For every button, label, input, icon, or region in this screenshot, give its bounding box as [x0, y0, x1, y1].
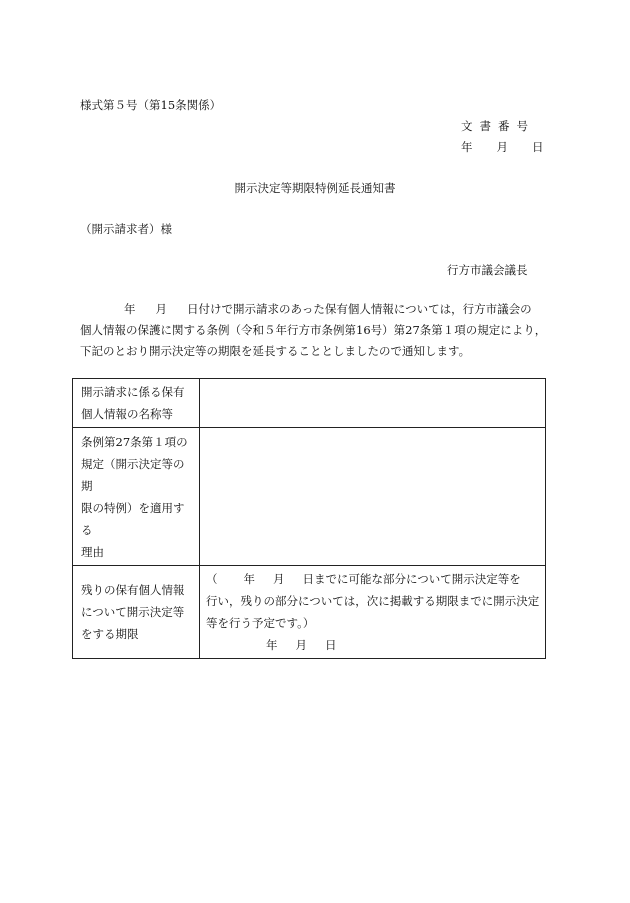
sender: 行方市議会議長: [447, 263, 528, 277]
body-paragraph: [80, 299, 550, 362]
form-number: 様式第５号（第15条関係）: [80, 98, 222, 112]
body-line-1: [80, 299, 550, 320]
deadline-line-3: 等を行う予定です。）: [206, 616, 315, 630]
addressee: （開示請求者）様: [80, 222, 172, 236]
row1-label: [73, 379, 200, 428]
row3-value-cell: [200, 566, 546, 659]
row2-label: [73, 428, 200, 566]
row3-label-line2: について開示決定等: [81, 605, 185, 619]
table-row: [73, 379, 546, 428]
row2-value-cell: [200, 428, 546, 566]
date-day: 日: [532, 140, 544, 154]
deadline-line-2: 行い，残りの部分については，次に掲載する期限までに開示決定: [206, 594, 540, 608]
document-title: 開示決定等期限特例延長通知書: [234, 181, 396, 195]
row2-label-line2: 規定（開示決定等の期: [81, 457, 185, 493]
body-line-2: 個人情報の保護に関する条例（令和５年行方市条例第16号）第27条第１項の規定により，: [80, 323, 547, 337]
date-month: 月: [496, 140, 508, 154]
body-line-1-text: 日付けで開示請求のあった保有個人情報については，行方市議会の: [187, 302, 532, 316]
body-year: 年: [124, 302, 136, 316]
deadline-date-day: 日: [325, 638, 337, 652]
body-month: 月: [155, 302, 167, 316]
deadline-date-year: 年: [266, 638, 278, 652]
deadline-year: 年: [243, 572, 255, 586]
row3-label-line1: 残りの保有個人情報: [81, 583, 185, 597]
deadline-date-month: 月: [295, 638, 307, 652]
body-line-3: 下記のとおり開示決定等の期限を延長することとしましたので通知します。: [80, 344, 471, 358]
row3-label: [73, 566, 200, 659]
document-number-label: 文書番号: [461, 119, 535, 133]
notice-table: [72, 378, 546, 659]
deadline-date: [206, 634, 539, 656]
row1-label-line2: 個人情報の名称等: [81, 407, 173, 421]
document-date: [461, 139, 544, 155]
row1-label-line1: 開示請求に係る保有: [81, 385, 185, 399]
deadline-month: 月: [273, 572, 285, 586]
row2-label-line1: 条例第27条第１項の: [81, 435, 188, 449]
deadline-open-paren: （: [206, 572, 218, 586]
table-row: [73, 566, 546, 659]
deadline-line-1-text: 日までに可能な部分について開示決定等を: [302, 572, 521, 586]
row3-label-line3: をする期限: [81, 627, 139, 641]
row2-label-line4: 理由: [81, 545, 104, 559]
row2-label-line3: 限の特例）を適用する: [81, 501, 185, 537]
table-row: [73, 428, 546, 566]
row1-value-cell: [200, 379, 546, 428]
deadline-line-1: [206, 568, 539, 590]
date-year: 年: [461, 140, 473, 154]
